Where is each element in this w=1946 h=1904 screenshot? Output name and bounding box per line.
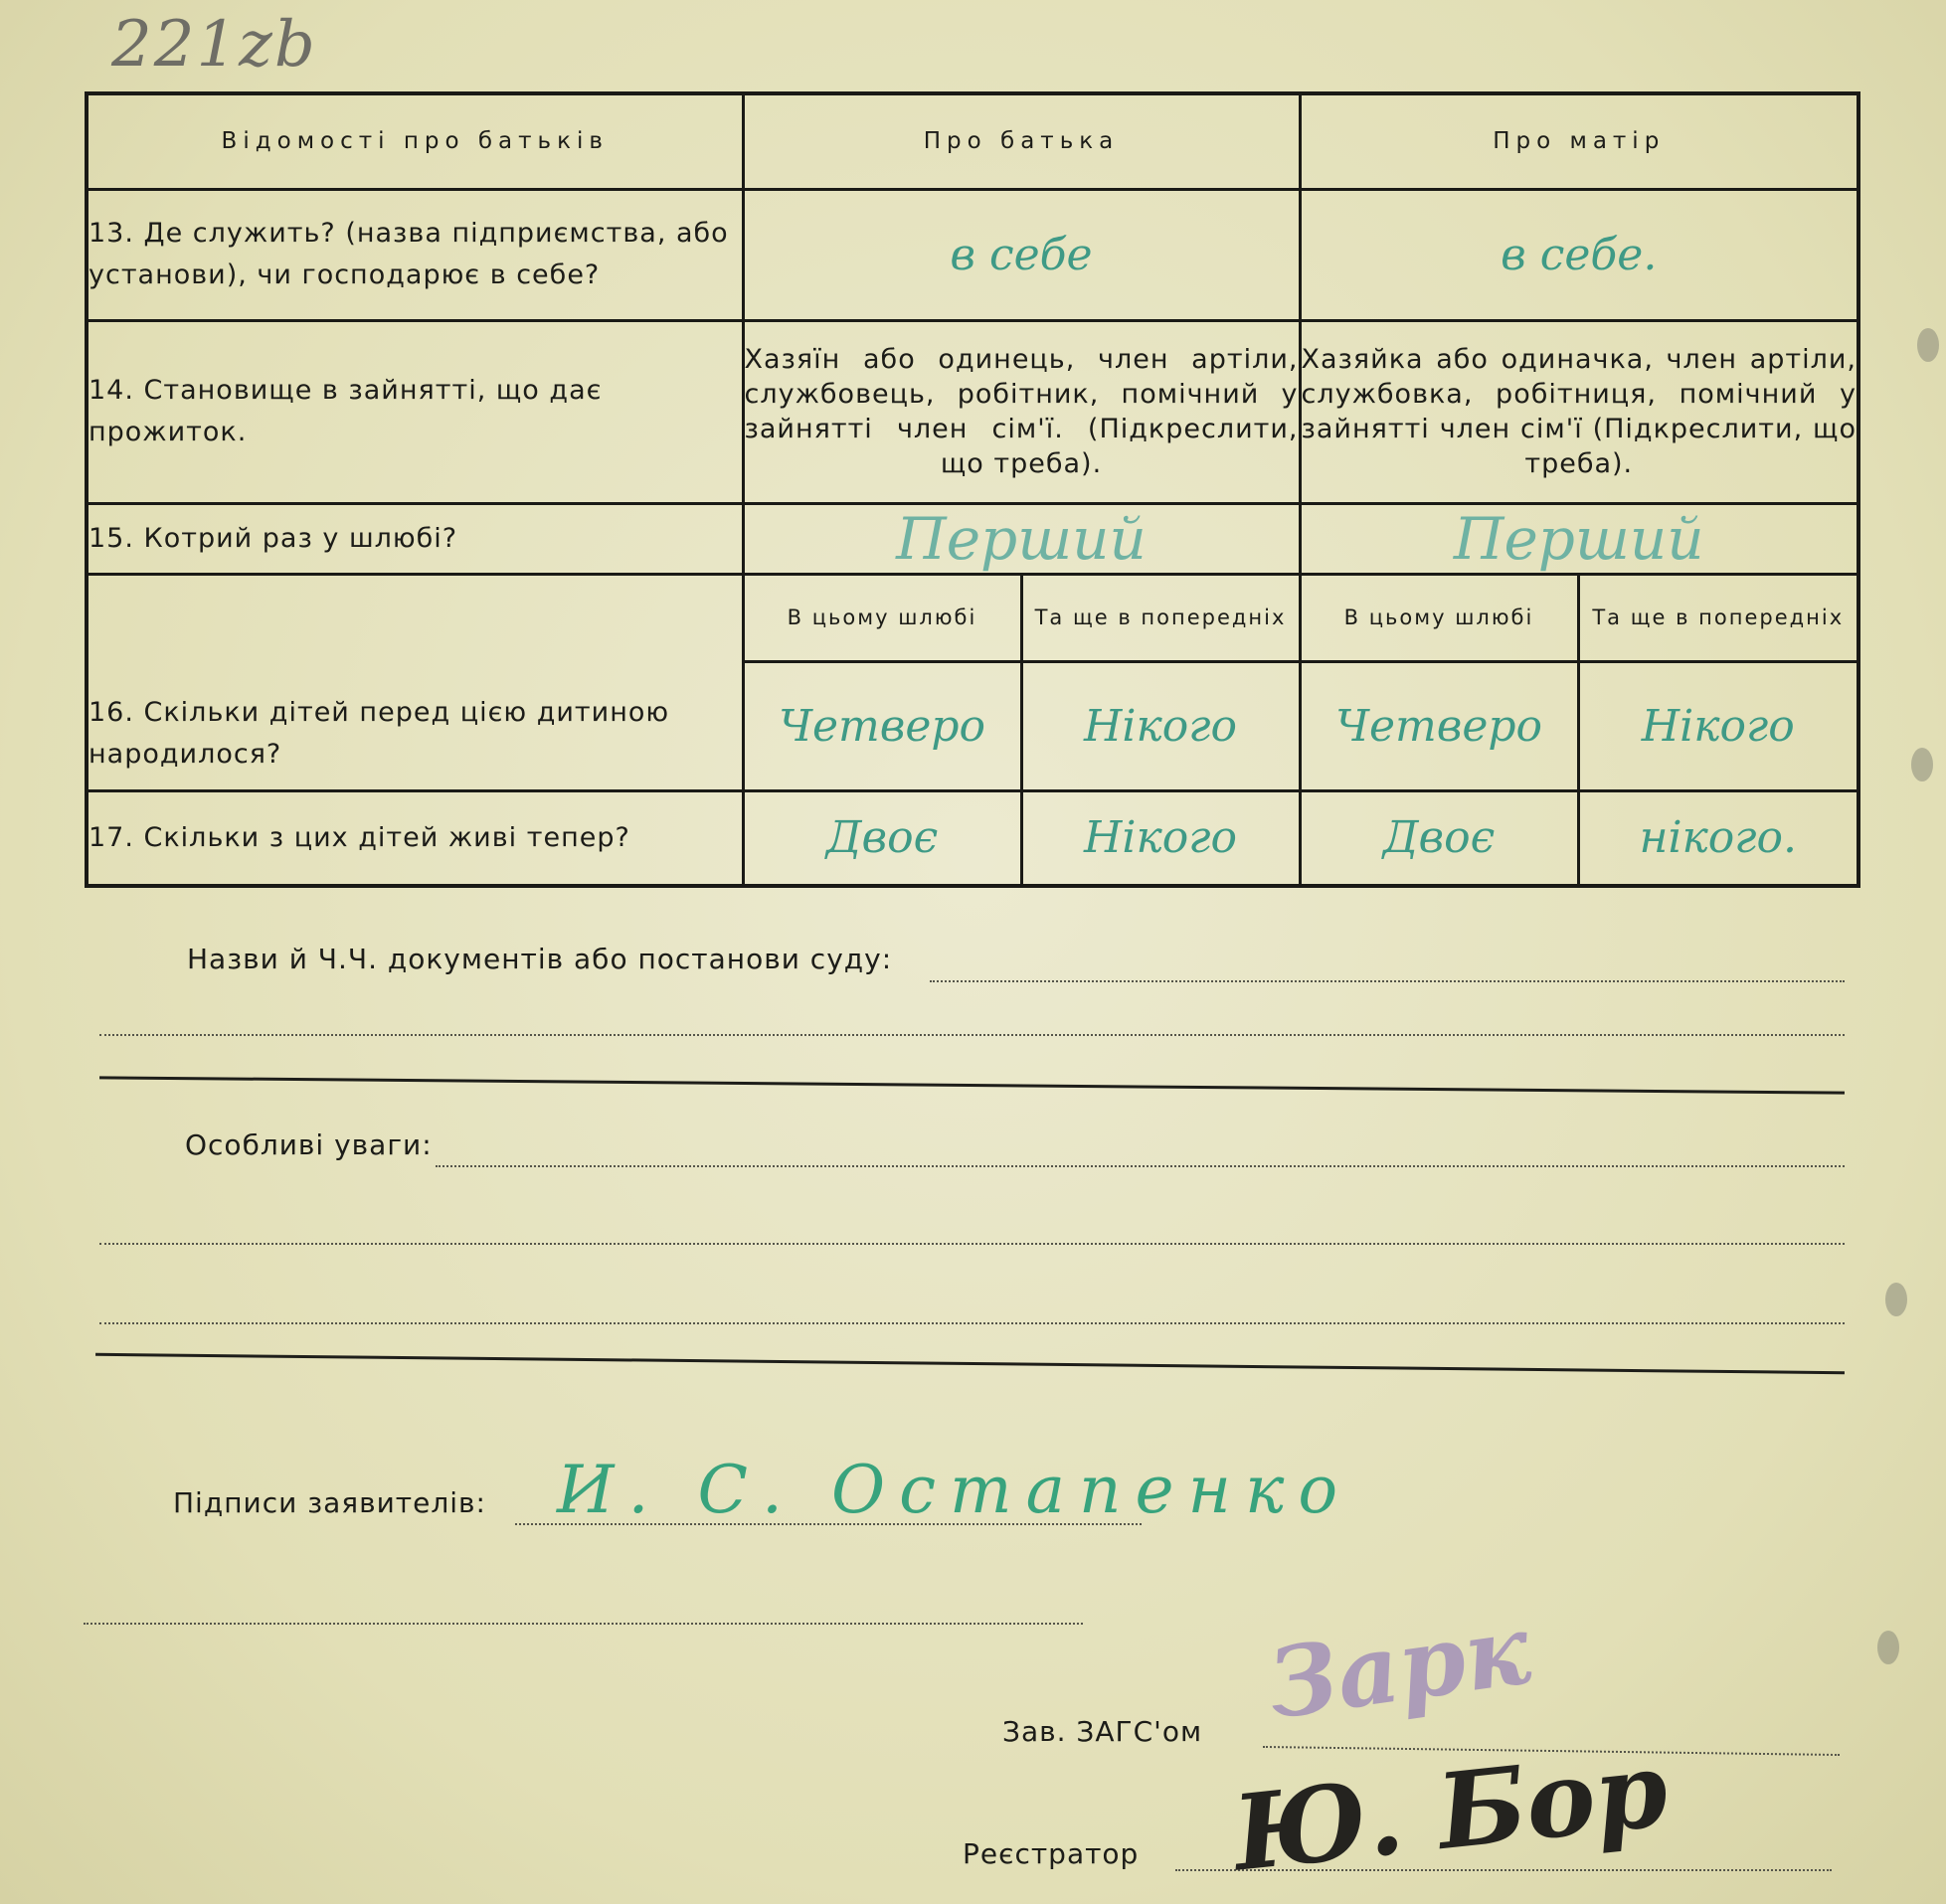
answer-17-father-this: Двоє <box>743 790 1021 886</box>
binding-hole <box>1885 1283 1907 1316</box>
head-signature: Зарк <box>1261 1593 1537 1741</box>
answer-13-mother <box>1300 189 1858 320</box>
subheader-mother-prev: Та ще в попередніх <box>1578 574 1858 661</box>
row-14 <box>87 320 1858 503</box>
answer-17-mother-prev: нікого. <box>1578 790 1858 886</box>
applicant-signature: И. С. Остапенко <box>557 1452 1352 1528</box>
row-16-subheader <box>87 574 1858 661</box>
documents-label: Назви й Ч.Ч. документів або постанови суду: <box>187 943 893 975</box>
answer-15-mother: Перший <box>1300 503 1858 574</box>
header-mother: Про матір <box>1300 93 1858 189</box>
row-15 <box>87 503 1858 574</box>
notes-label: Особливі уваги: <box>185 1128 433 1161</box>
binding-hole <box>1911 748 1933 781</box>
question-16: 16. Скільки дітей перед цією дитиною народилося? <box>87 574 743 790</box>
header-father: Про батька <box>743 93 1300 189</box>
question-15: 15. Котрий раз у шлюбі? <box>87 503 743 574</box>
parents-info-table <box>85 91 1860 888</box>
notes-line-1 <box>436 1165 1845 1167</box>
answer-16-mother-this: Четверо <box>1300 661 1578 790</box>
registrar-label: Реєстратор <box>963 1837 1140 1870</box>
question-13: 13. Де служить? (назва підприємства, або установи), чи господарює в себе? <box>87 189 743 320</box>
answer-16-father-prev: Нікого <box>1021 661 1300 790</box>
documents-line-1 <box>930 980 1845 982</box>
section-divider-2 <box>95 1353 1845 1374</box>
answer-13-mother-text: в себе. <box>1501 229 1658 280</box>
row-13 <box>87 189 1858 320</box>
section-divider-1 <box>99 1076 1845 1094</box>
answer-17-mother-this: Двоє <box>1300 790 1578 886</box>
archive-page-number: 221zb <box>111 8 317 82</box>
answer-16-father-this: Четверо <box>743 661 1021 790</box>
notes-line-3 <box>99 1322 1845 1324</box>
question-17: 17. Скільки з цих дітей живі тепер? <box>87 790 743 886</box>
head-label: Зав. ЗАГС'ом <box>1002 1715 1203 1748</box>
table-header-row <box>87 93 1858 189</box>
registrar-signature: Ю. Бор <box>1227 1727 1674 1895</box>
answer-13-father-text: в себе <box>950 229 1093 280</box>
notes-line-2 <box>99 1243 1845 1245</box>
header-parents-info: Відомості про батьків <box>87 93 743 189</box>
signatures-label: Підписи заявителів: <box>173 1486 486 1519</box>
answer-15-father: Перший <box>743 503 1300 574</box>
answer-17-father-prev: Нікого <box>1021 790 1300 886</box>
answer-13-father <box>743 189 1300 320</box>
row-17 <box>87 790 1858 886</box>
binding-hole <box>1877 1631 1899 1664</box>
binding-hole <box>1917 328 1939 362</box>
subheader-mother-this: В цьому шлюбі <box>1300 574 1578 661</box>
subheader-father-this: В цьому шлюбі <box>743 574 1021 661</box>
signatures-line-2 <box>84 1623 1083 1625</box>
options-14-mother: Хазяйка або одиначка, член артіли, службовка, робітниця, помічний у зайнятті член сім'ї (Підкреслити, що треба). <box>1300 320 1858 503</box>
answer-16-mother-prev: Нікого <box>1578 661 1858 790</box>
question-14: 14. Становище в зайнятті, що дає прожиток. <box>87 320 743 503</box>
options-14-father: Хазяїн або одинець, член артіли, службовець, робітник, помічний у зайнятті член сім'ї. (Підкреслити, що треба). <box>743 320 1300 503</box>
documents-line-2 <box>99 1034 1845 1036</box>
subheader-father-prev: Та ще в попередніх <box>1021 574 1300 661</box>
